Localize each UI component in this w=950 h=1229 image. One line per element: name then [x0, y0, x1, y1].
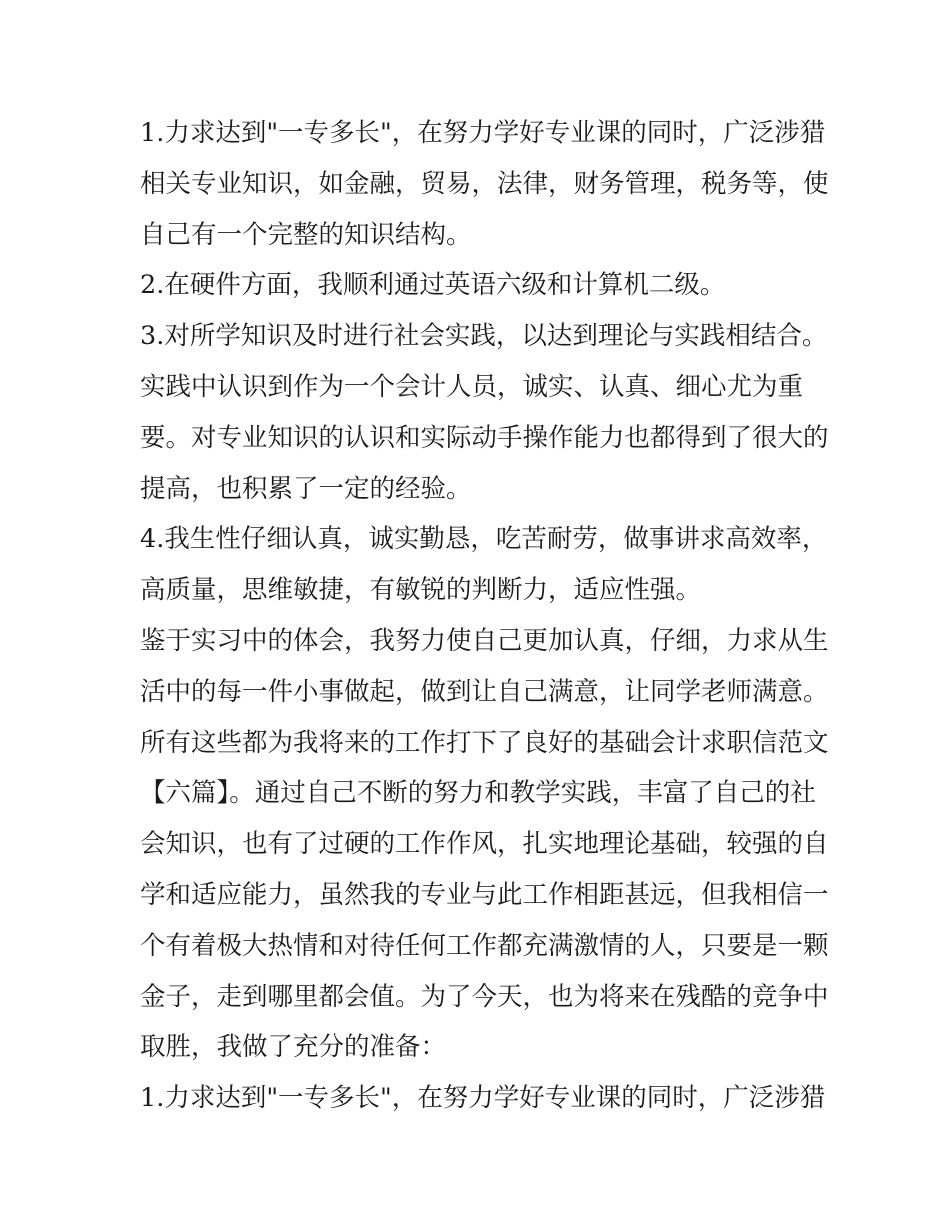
text-line: 4.我生性仔细认真，诚实勤恳，吃苦耐劳，做事讲求高效率，: [140, 524, 828, 555]
body-text: [140, 108, 829, 1124]
text-line: 所有这些都为我将来的工作打下了良好的基础会计求职信范文: [140, 727, 829, 758]
text-line: 个有着极大热情和对待任何工作都充满激情的人，只要是一颗: [140, 930, 829, 961]
text-line: 2.在硬件方面，我顺利通过英语六级和计算机二级。: [140, 270, 726, 301]
text-line: 高质量，思维敏捷，有敏锐的判断力，适应性强。: [140, 575, 702, 606]
text-line: 自己有一个完整的知识结构。: [140, 219, 472, 250]
text-line: 3.对所学知识及时进行社会实践，以达到理论与实践相结合。: [140, 321, 828, 352]
text-line: 取胜，我做了充分的准备：: [140, 1032, 447, 1063]
text-line: 相关专业知识，如金融，贸易，法律，财务管理，税务等，使: [140, 168, 829, 199]
text-line: 活中的每一件小事做起，做到让自己满意，让同学老师满意。: [140, 676, 829, 707]
text-line: 提高，也积累了一定的经验。: [140, 473, 472, 504]
text-line: 会知识，也有了过硬的工作作风，扎实地理论基础，较强的自: [140, 829, 829, 860]
text-line: 要。对专业知识的认识和实际动手操作能力也都得到了很大的: [140, 422, 829, 453]
text-line: 1.力求达到"一专多长"，在努力学好专业课的同时，广泛涉猎: [140, 1083, 826, 1114]
text-line: 学和适应能力，虽然我的专业与此工作相距甚远，但我相信一: [140, 879, 829, 910]
text-line: 实践中认识到作为一个会计人员，诚实、认真、细心尤为重: [140, 371, 804, 402]
text-line: 1.力求达到"一专多长"，在努力学好专业课的同时，广泛涉猎: [140, 118, 826, 148]
text-line: 【六篇】。通过自己不断的努力和教学实践，丰富了自己的社: [140, 778, 816, 809]
text-line: 鉴于实习中的体会，我努力使自己更加认真，仔细，力求从生: [140, 625, 829, 656]
text-line: 金子，走到哪里都会值。为了今天，也为将来在残酷的竞争中: [140, 981, 829, 1012]
